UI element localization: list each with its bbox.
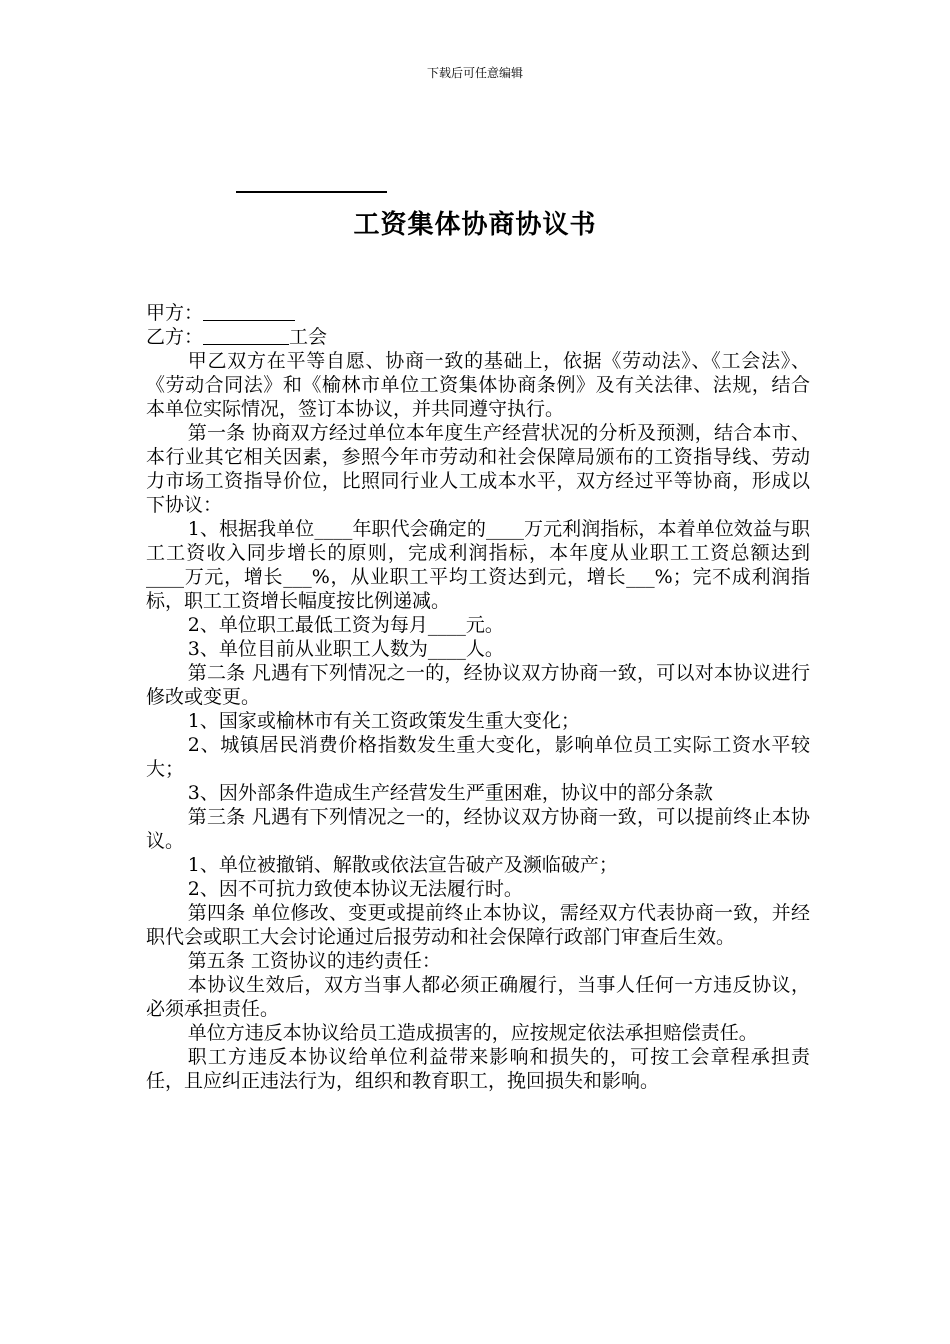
party-a-label: 甲方： — [146, 302, 204, 324]
party-b-label: 乙方： — [146, 326, 204, 348]
party-b-blank — [203, 326, 289, 345]
article-2: 第二条 凡遇有下列情况之一的，经协议双方协商一致，可以对本协议进行修改或变更。 — [146, 662, 810, 708]
article-4: 第四条 单位修改、变更或提前终止本协议，需经双方代表协商一致，并经职代会或职工大会讨论通过后报劳动和社会保障行政部门审查后生效。 — [146, 902, 810, 948]
article-3: 第三条 凡遇有下列情况之一的，经协议双方协商一致，可以提前终止本协议。 — [146, 806, 810, 852]
preamble-paragraph: 甲乙双方在平等自愿、协商一致的基础上，依据《劳动法》、《工会法》、《劳动合同法》和《榆林市单位工资集体协商条例》及有关法律、法规，结合本单位实际情况，签订本协议，并共同遵守执行。 — [146, 350, 810, 420]
article-1-item-3: 3、单位目前从业职工人数为____人。 — [187, 638, 504, 660]
article-5-clause-3: 职工方违反本协议给单位利益带来影响和损失的，可按工会章程承担责任，且应纠正违法行为，组织和教育职工，挽回损失和影响。 — [146, 1046, 810, 1092]
article-5-clause-1: 本协议生效后，双方当事人都必须正确履行，当事人任何一方违反协议，必须承担责任。 — [146, 974, 810, 1020]
article-2-item-2: 2、城镇居民消费价格指数发生重大变化，影响单位员工实际工资水平较大； — [146, 734, 810, 780]
article-2-item-1: 1、国家或榆林市有关工资政策发生重大变化； — [187, 710, 580, 732]
party-b-suffix: 工会 — [289, 326, 328, 348]
header-note: 下载后可任意编辑 — [426, 66, 523, 80]
article-1: 第一条 协商双方经过单位本年度生产经营状况的分析及预测，结合本市、本行业其它相关因素，参照今年市劳动和社会保障局颁布的工资指导线、劳动力市场工资指导价位，比照同行业人工成本水平，双方经过平等协商，形成以下协议： — [146, 422, 810, 516]
document-title: 工资集体协商协议书 — [353, 210, 597, 240]
article-5-clause-2: 单位方违反本协议给员工造成损害的，应按规定依法承担赔偿责任。 — [187, 1022, 758, 1044]
document-body — [146, 301, 810, 1093]
article-3-item-2: 2、因不可抗力致使本协议无法履行时。 — [187, 878, 523, 900]
article-2-item-3: 3、因外部条件造成生产经营发生严重困难，协议中的部分条款 — [187, 782, 713, 804]
article-1-item-2: 2、单位职工最低工资为每月____元。 — [187, 614, 504, 636]
article-3-item-1: 1、单位被撤销、解散或依法宣告破产及濒临破产； — [187, 854, 618, 876]
title-rule — [236, 191, 387, 193]
article-5: 第五条 工资协议的违约责任： — [187, 950, 441, 972]
party-a-blank — [203, 302, 295, 321]
party-b-line — [146, 325, 810, 349]
article-1-item-1: 1、根据我单位____年职代会确定的____万元利润指标，本着单位效益与职工工资收入同步增长的原则，完成利润指标，本年度从业职工工资总额达到____万元，增长___%，从业职工平均工资达到元，增长___%；完不成利润指标，职工工资增长幅度按比例递减。 — [146, 518, 810, 612]
party-a-line — [146, 301, 810, 325]
